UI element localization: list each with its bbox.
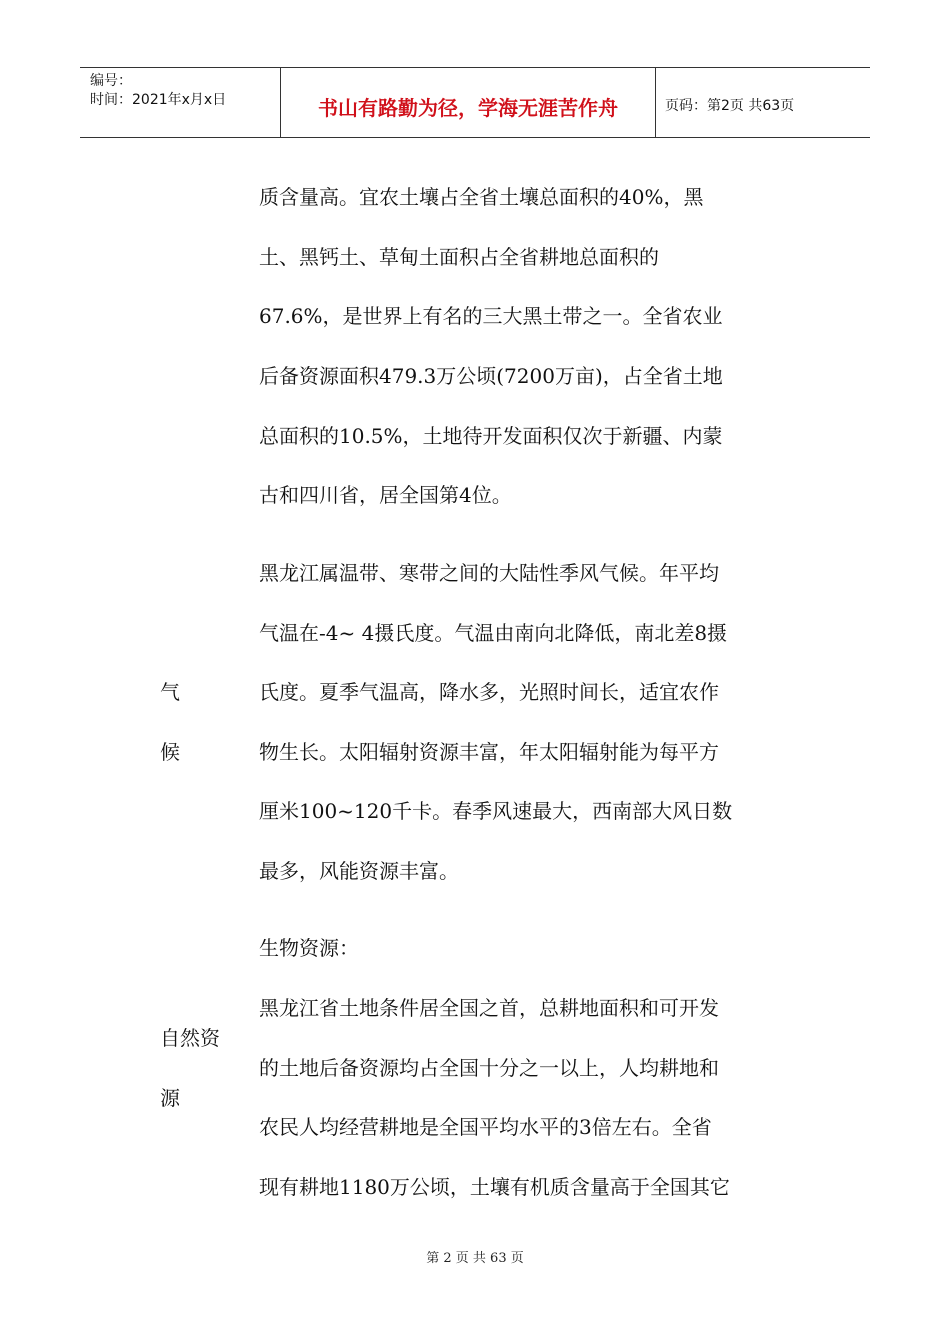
header-meta-cell: [80, 68, 280, 137]
header-page-number: 页码：第2页 共63页: [665, 98, 795, 114]
header-motto: 书山有路勤为径，学海无涯苦作舟: [318, 96, 618, 120]
side-label-climate: 气: [160, 680, 180, 704]
body-line: 厘米100~120千卡。春季风速最大，西南部大风日数: [259, 799, 733, 823]
side-label-natural-resources: 自然资: [160, 1026, 220, 1050]
side-label-natural-resources: 源: [160, 1086, 180, 1110]
side-label-climate: 候: [160, 740, 180, 764]
page-footer: 第 2 页 共 63 页: [426, 1251, 524, 1266]
body-line: 古和四川省，居全国第4位。: [259, 483, 512, 507]
section-heading: 生物资源：: [259, 936, 359, 960]
body-line: 气温在-4~ 4摄氏度。气温由南向北降低，南北差8摄: [259, 621, 728, 645]
page-header: [80, 67, 870, 138]
body-line: 最多，风能资源丰富。: [259, 859, 459, 883]
header-motto-cell: [280, 68, 656, 137]
header-page-cell: [655, 68, 870, 137]
body-line: 物生长。太阳辐射资源丰富，年太阳辐射能为每平方: [259, 740, 719, 764]
body-line: 后备资源面积479.3万公顷(7200万亩)，占全省土地: [259, 364, 723, 388]
body-line: 土、黑钙土、草甸土面积占全省耕地总面积的: [259, 245, 659, 269]
body-line: 农民人均经营耕地是全国平均水平的3倍左右。全省: [259, 1115, 712, 1139]
body-line: 67.6%，是世界上有名的三大黑土带之一。全省农业: [259, 304, 723, 328]
body-line: 质含量高。宜农土壤占全省土壤总面积的40%，黑: [259, 185, 704, 209]
body-line: 黑龙江属温带、寒带之间的大陆性季风气候。年平均: [259, 561, 719, 585]
doc-code-label: 编号：: [90, 73, 132, 89]
body-line: 总面积的10.5%，土地待开发面积仅次于新疆、内蒙: [259, 424, 723, 448]
body-line: 现有耕地1180万公顷，土壤有机质含量高于全国其它: [259, 1175, 730, 1199]
body-line: 黑龙江省土地条件居全国之首，总耕地面积和可开发: [259, 996, 719, 1020]
body-line: 氏度。夏季气温高，降水多，光照时间长，适宜农作: [259, 680, 719, 704]
body-line: 的土地后备资源均占全国十分之一以上，人均耕地和: [259, 1056, 719, 1080]
doc-time-label: 时间：2021年x月x日: [90, 92, 227, 108]
